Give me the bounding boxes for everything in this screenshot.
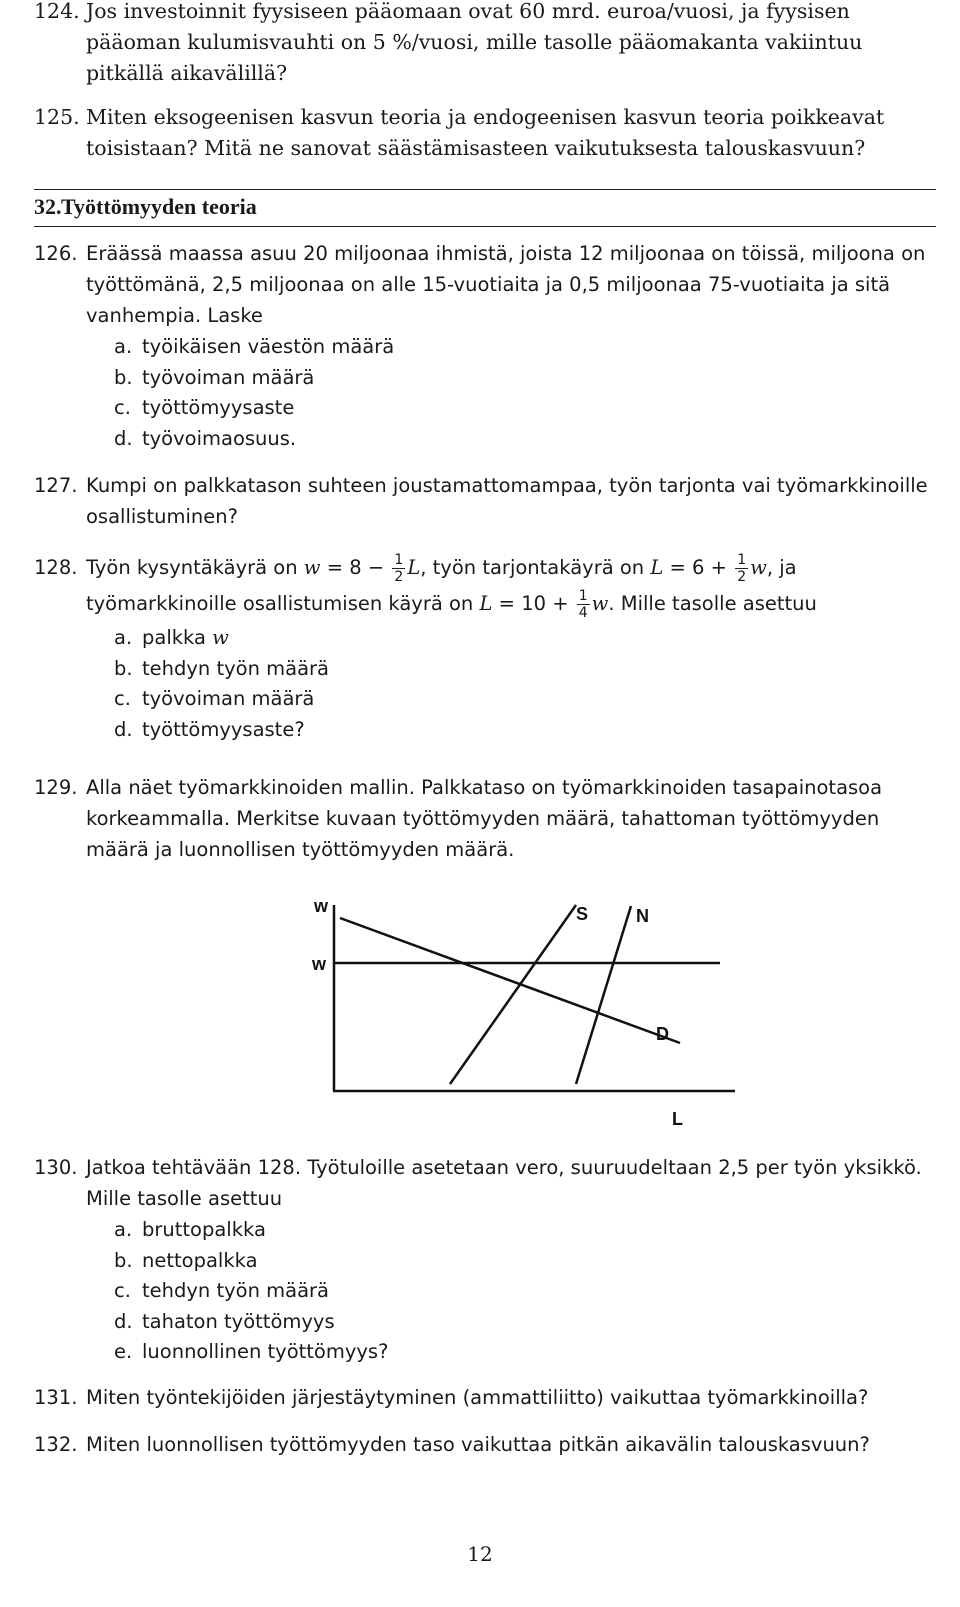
demand-label: D — [656, 1024, 669, 1044]
question-130 — [34, 1152, 934, 1367]
question-number: 131. — [34, 1386, 78, 1409]
question-number: 125. — [34, 105, 80, 129]
question-number: 128. — [34, 556, 78, 579]
fraction: $\frac{1}{4}$ — [578, 588, 588, 621]
list-item: b. työvoiman määrä — [114, 365, 315, 389]
question-text: Alla näet työmarkkinoiden mallin. Palkkataso on työmarkkinoiden tasapainotasoa korkeammalla. Merkitse kuvaan työttömyyden määrä, tahattoman työttömyyden määrä ja luonnollisen työttömyyden määrä. — [86, 776, 883, 861]
supply-curve — [450, 905, 576, 1084]
fraction: $\frac{1}{2}$ — [737, 552, 747, 585]
question-text: Eräässä maassa asuu 20 miljoonaa ihmistä, joista 12 miljoonaa on töissä, miljoona on työttömänä, 2,5 miljoonaa on alle 15-vuotiaita ja 0,5 miljoonaa 75-vuotiaita ja sitä vanhempia. Laske — [86, 242, 926, 327]
page-number: 12 — [467, 1542, 493, 1566]
list-item: b. nettopalkka — [114, 1248, 258, 1272]
list-item: d. työttömyysaste? — [114, 717, 305, 741]
supply-label: S — [576, 904, 589, 924]
question-text: Kumpi on palkkatason suhteen joustamattomampaa, työn tarjonta vai työmarkkinoille osallistuminen? — [86, 474, 928, 528]
list-item: a. työikäisen väestön määrä — [114, 335, 395, 358]
question-text: Jos investoinnit fyysiseen pääomaan ovat 60 mrd. euroa/vuosi, ja fyysisen pääoman kulumisvauhti on 5 %/vuosi, mille tasolle pääomakanta vakiintuu pitkällä aikavälillä? — [86, 0, 863, 85]
wage-level-label: w — [312, 954, 327, 974]
list-item: e. luonnollinen työttömyys? — [114, 1340, 389, 1363]
list-item: d. työvoimaosuus. — [114, 426, 297, 450]
question-132 — [34, 1429, 934, 1460]
question-text: Miten eksogeenisen kasvun teoria ja endogeenisen kasvun teoria poikkeavat toisistaan? Mitä ne sanovat säästämisasteen vaikutuksesta talouskasvuun? — [86, 105, 885, 160]
list-item: d. tahaton työttömyys — [114, 1309, 335, 1333]
y-axis-label: w — [314, 896, 329, 916]
list-item: b. tehdyn työn määrä — [114, 656, 330, 680]
participation-label: N — [636, 906, 649, 926]
question-text: Jatkoa tehtävään 128. Työtuloille asetetaan vero, suuruudeltaan 2,5 per työn yksikkö. Mille tasolle asettuu — [86, 1156, 922, 1210]
section-number: 32. — [34, 194, 62, 219]
question-number: 130. — [34, 1156, 78, 1179]
question-131 — [34, 1382, 934, 1413]
list-item: c. työttömyysaste — [114, 396, 295, 419]
question-number: 126. — [34, 242, 78, 265]
question-number: 124. — [34, 0, 80, 23]
question-text: Miten työntekijöiden järjestäytyminen (ammattiliitto) vaikuttaa työmarkkinoilla? — [86, 1386, 869, 1409]
section-title: Työttömyyden teoria — [61, 194, 257, 219]
participation-curve — [576, 906, 631, 1084]
question-number: 127. — [34, 474, 78, 497]
x-axis-label: L — [672, 1109, 683, 1129]
demand-curve — [340, 918, 680, 1043]
question-text: Työn kysyntäkäyrä on w = 8 − $\frac{1}{2}$ L, työn tarjontakäyrä on L = 6 + $\frac{1}{2}$ w, ja työmarkkinoille osallistumisen käyrä on L = 10 + $\frac{1}{4}$ w. Mille tasolle asettuu — [86, 552, 817, 621]
question-text: Miten luonnollisen työttömyyden taso vaikuttaa pitkän aikavälin talouskasvuun? — [86, 1433, 870, 1456]
question-number: 132. — [34, 1433, 78, 1456]
fraction: $\frac{1}{2}$ — [394, 552, 404, 585]
question-number: 129. — [34, 776, 78, 799]
list-item: a. bruttopalkka — [114, 1218, 266, 1241]
list-item: c. tehdyn työn määrä — [114, 1279, 330, 1302]
list-item: c. työvoiman määrä — [114, 687, 315, 710]
list-item: a. palkka w — [114, 626, 229, 649]
